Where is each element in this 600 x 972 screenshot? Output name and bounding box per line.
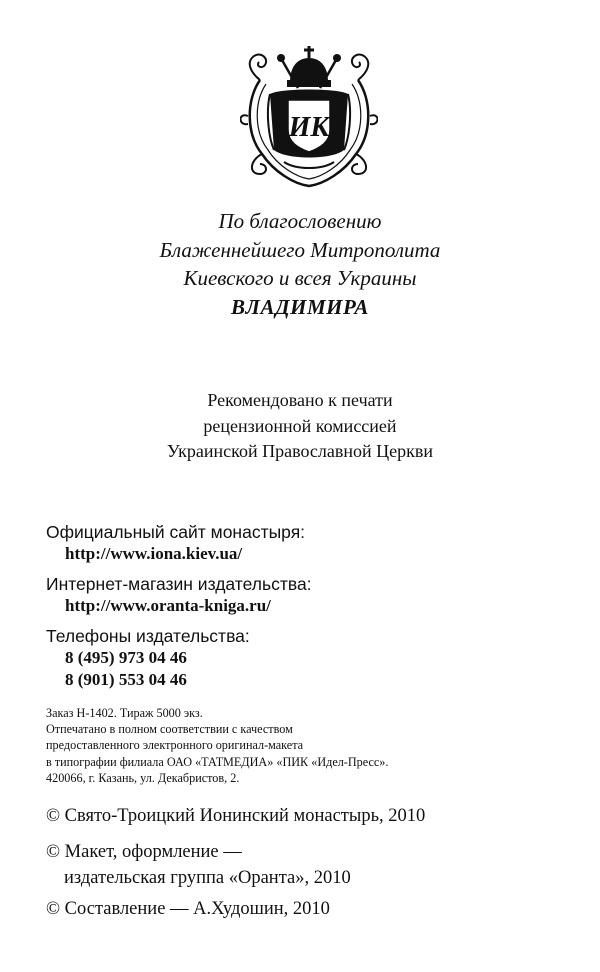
copyright-compilation: © Составление — А.Худошин, 2010 [46,899,330,919]
emblem-monogram: ИК [288,112,330,143]
copyright-monastery: © Свято-Троицкий Ионинский монастырь, 2010 [46,806,426,826]
phone-number-2: 8 (901) 553 04 46 [65,670,187,689]
blessing-line-1: По благословению [218,209,382,233]
monastery-emblem [240,38,378,188]
recommendation-line-3: Украинской Православной Церкви [166,441,434,461]
phone-number-1: 8 (495) 973 04 46 [65,648,187,667]
print-info-line-4: в типографии филиала ОАО «ТАТМЕДИА» «ПИК «Идел-Пресс». [46,754,389,769]
recommendation-line-1: Рекомендовано к печати [207,390,393,410]
print-info-line-3: предоставленного электронного оригинал-макета [46,738,304,753]
blessing-line-2: Блаженнейшего Митрополита [159,237,441,262]
print-info-line-2: Отпечатано в полном соответствии с качеством [46,722,293,737]
copyright-layout [46,839,586,891]
print-info-line-1: Заказ Н-1402. Тираж 5000 экз. [46,706,203,720]
shop-label: Интернет-магазин издательства: [46,574,312,594]
recommendation-line-2: рецензионной комиссией [203,415,397,436]
copyright-layout-line-1: © Макет, оформление — [46,842,242,862]
site-label: Официальный сайт монастыря: [46,522,306,542]
metropolitan-name: ВЛАДИМИРА [231,294,369,319]
copyright-layout-line-2: издательская группа «Оранта», 2010 [64,868,351,888]
shop-url-link[interactable]: http://www.oranta-kniga.ru/ [65,596,271,615]
phones-label: Телефоны издательства: [46,626,250,646]
print-info-line-5: 420066, г. Казань, ул. Декабристов, 2. [46,770,240,785]
blessing-block [0,207,600,321]
contacts-block [46,521,576,699]
print-info-block [46,705,576,786]
site-url-link[interactable]: http://www.iona.kiev.ua/ [65,544,243,563]
recommendation-block [0,388,600,465]
blessing-line-3: Киевского и всея Украины [183,266,417,290]
